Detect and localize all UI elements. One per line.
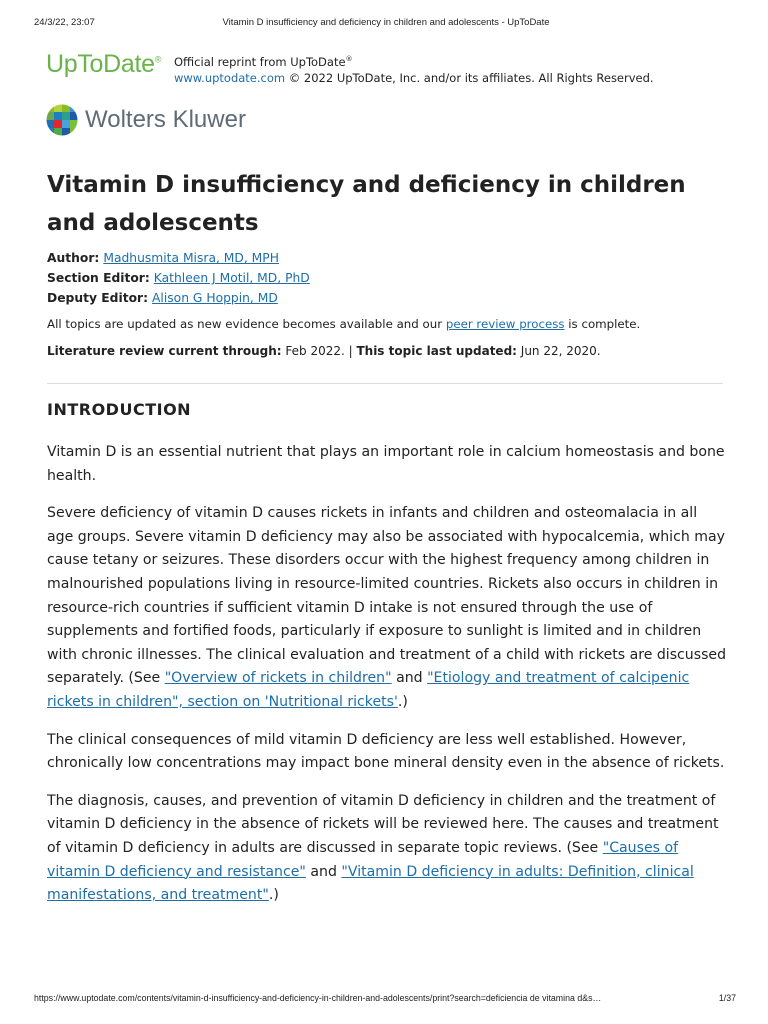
- last-updated-label: This topic last updated:: [356, 344, 517, 358]
- editor-role: Deputy Editor:: [47, 291, 149, 305]
- editor-list: [47, 248, 310, 308]
- section-heading-introduction: INTRODUCTION: [47, 400, 192, 419]
- page-title: Vitamin D insufficiency and deficiency in children and adolescents: [47, 172, 686, 236]
- paragraph: Vitamin D is an essential nutrient that plays an important role in calcium homeostasis and bone health.: [47, 444, 725, 484]
- wolters-kluwer-globe-icon: [46, 104, 78, 136]
- update-note: All topics are updated as new evidence becomes available and our peer review process is complete.: [47, 317, 641, 331]
- literature-review-label: Literature review current through:: [47, 344, 282, 358]
- paragraph: The clinical consequences of mild vitamin D deficiency are less well established. However, chronically low concentrations may impact bone mineral density even in the absence of rickets.: [47, 731, 725, 772]
- print-url: https://www.uptodate.com/contents/vitamin-d-insufficiency-and-deficiency-in-children-and-adolescents/print?search=deficiencia de vitamina d&s…: [34, 993, 602, 1003]
- print-document-title: Vitamin D insufficiency and deficiency in children and adolescents - UpToDate: [222, 17, 550, 28]
- paragraph: Severe deficiency of vitamin D causes rickets in infants and children and osteomalacia in all age groups. Severe vitamin D deficiency may also be associated with hypocalcemia, which may cause tetany or seizures. These disorders occur with the highest frequency among children in malnourished populations living in resource-limited countries. Rickets also occurs in children in resource-rich countries if sufficient vitamin D intake is not ensured through the use of supplements and fortified foods, particularly if exposure to sunlight is limited and in children with chronic illnesses. The clinical evaluation and treatment of a child with rickets are discussed separately. (See "Overview of rickets in children" and "Etiology and treatment of calcipenic rickets in children", section on 'Nutritional rickets'.): [47, 505, 727, 710]
- causes-vitamin-d-deficiency-link[interactable]: "Causes of vitamin D deficiency and resistance": [47, 839, 679, 880]
- editor-row-section-editor: [47, 268, 310, 288]
- reprint-registered: ®: [345, 55, 353, 63]
- uptodate-site-link[interactable]: www.uptodate.com: [174, 70, 286, 85]
- last-updated-date: Jun 22, 2020.: [516, 344, 601, 358]
- paragraph: The diagnosis, causes, and prevention of vitamin D deficiency in children and the treatment of vitamin D deficiency in the absence of rickets will be reviewed here. The causes and treatment of vitamin D deficiency in adults are discussed in separate topic reviews. (See "Causes of vitamin D deficiency and resistance" and "Vitamin D deficiency in adults: Definition, clinical manifestations, and treatment".): [47, 792, 719, 904]
- uptodate-logo[interactable]: [46, 50, 161, 79]
- brand-row: [46, 48, 728, 88]
- uptodate-logo-text: UpToDate: [46, 50, 155, 78]
- literature-review-date: Feb 2022.: [281, 344, 345, 358]
- divider: [47, 383, 723, 384]
- reprint-notice: [174, 51, 654, 86]
- print-timestamp: 24/3/22, 23:07: [34, 17, 95, 28]
- editor-role: Author:: [47, 251, 100, 265]
- overview-rickets-link[interactable]: "Overview of rickets in children": [164, 670, 392, 687]
- calcipenic-rickets-link[interactable]: "Etiology and treatment of calcipenic rickets in children", section on 'Nutritional rickets': [47, 670, 690, 710]
- article-body: [47, 441, 727, 922]
- section-editor-link[interactable]: Kathleen J Motil, MD, PhD: [153, 271, 310, 285]
- review-dates: Literature review current through: Feb 2022. | This topic last updated: Jun 22, 2020.: [47, 344, 601, 358]
- peer-review-link[interactable]: peer review process: [445, 317, 565, 331]
- editor-role: Section Editor:: [47, 271, 150, 285]
- reprint-label: Official reprint from UpToDate: [174, 54, 346, 69]
- editor-row-author: [47, 248, 310, 268]
- copyright-text: © 2022 UpToDate, Inc. and/or its affiliates. All Rights Reserved.: [288, 70, 654, 85]
- author-link[interactable]: Madhusmita Misra, MD, MPH: [103, 251, 279, 265]
- page-number: 1/37: [718, 993, 736, 1003]
- uptodate-logo-registered: ®: [154, 54, 162, 65]
- editor-row-deputy-editor: [47, 288, 310, 308]
- deputy-editor-link[interactable]: Alison G Hoppin, MD: [152, 291, 278, 305]
- print-footer: [34, 993, 736, 1007]
- vitamin-d-deficiency-adults-link[interactable]: "Vitamin D deficiency in adults: Definition, clinical manifestations, and treatment": [47, 863, 694, 904]
- wolters-kluwer-wordmark: Wolters Kluwer: [85, 106, 246, 133]
- print-header: [34, 17, 738, 31]
